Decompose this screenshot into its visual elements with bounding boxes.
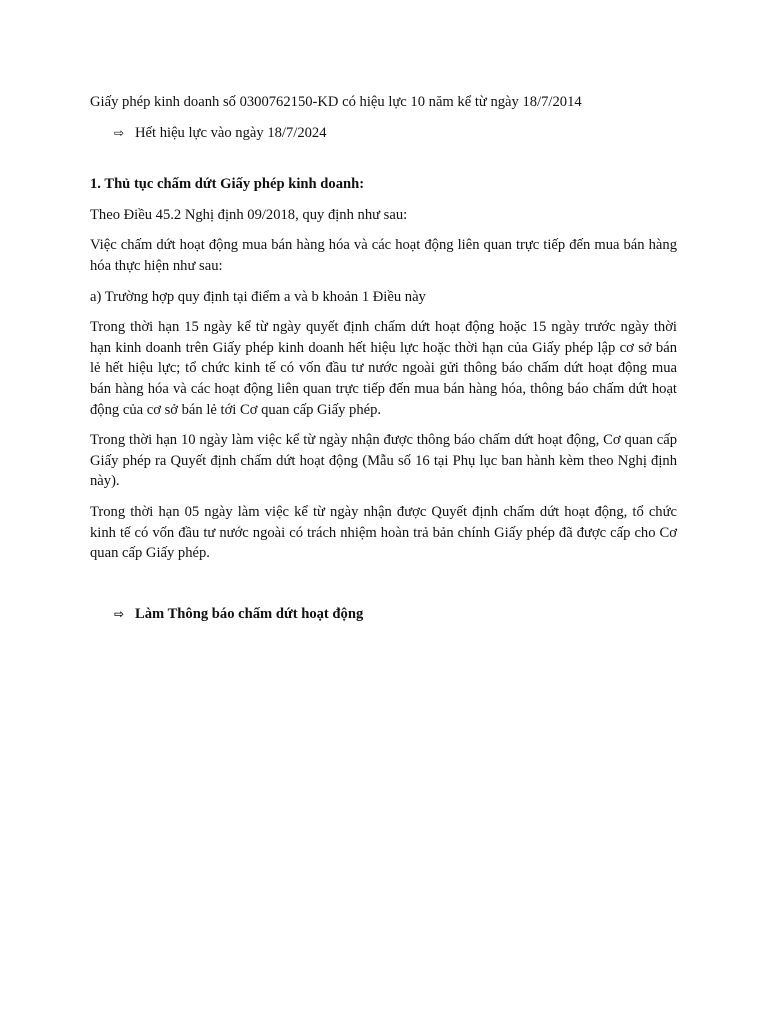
paragraph-3: a) Trường hợp quy định tại điểm a và b khoản 1 Điều này bbox=[90, 288, 426, 305]
paragraph-5: Trong thời hạn 10 ngày làm việc kể từ ngày nhận được thông báo chấm dứt hoạt động, Cơ quan cấp Giấy phép ra Quyết định chấm dứt hoạt động (Mẫu số 16 tại Phụ lục ban hành kèm theo Nghị định này). bbox=[90, 432, 677, 490]
document-page bbox=[90, 92, 677, 624]
license-line: Giấy phép kinh doanh số 0300762150-KD có hiệu lực 10 năm kể từ ngày 18/7/2014 bbox=[90, 94, 582, 110]
paragraph-1: Theo Điều 45.2 Nghị định 09/2018, quy định như sau: bbox=[90, 206, 408, 223]
paragraph-2: Việc chấm dứt hoạt động mua bán hàng hóa và các hoạt động liên quan trực tiếp đến mua bán hàng hóa thực hiện như sau: bbox=[90, 237, 677, 274]
arrow-right-icon: ⇨ bbox=[114, 125, 125, 140]
expiry-text: Hết hiệu lực vào ngày 18/7/2024 bbox=[135, 124, 327, 141]
action-text: Làm Thông báo chấm dứt hoạt động bbox=[135, 605, 364, 622]
paragraph-6: Trong thời hạn 05 ngày làm việc kể từ ngày nhận được Quyết định chấm dứt hoạt động, tổ chức kinh tế có vốn đầu tư nước ngoài có trách nhiệm hoàn trả bản chính Giấy phép đã được cấp cho Cơ quan cấp Giấy phép. bbox=[90, 503, 677, 562]
section-heading: 1. Thủ tục chấm dứt Giấy phép kinh doanh: bbox=[90, 176, 365, 193]
arrow-right-icon: ⇨ bbox=[114, 606, 125, 621]
action-note bbox=[90, 604, 677, 625]
paragraph-4: Trong thời hạn 15 ngày kể từ ngày quyết định chấm dứt hoạt động hoặc 15 ngày trước ngày thời hạn kinh doanh trên Giấy phép kinh doanh hết hiệu lực hoặc thời hạn của Giấy phép lập cơ sở bán lẻ hết hiệu lực; tổ chức kinh tế có vốn đầu tư nước ngoài gửi thông báo chấm dứt hoạt động mua bán hàng hóa và các hoạt động liên quan trực tiếp đến mua bán hàng hóa, thông báo chấm dứt hoạt động của cơ sở bán lẻ tới Cơ quan cấp Giấy phép. bbox=[90, 319, 677, 418]
expiry-note bbox=[90, 123, 677, 144]
